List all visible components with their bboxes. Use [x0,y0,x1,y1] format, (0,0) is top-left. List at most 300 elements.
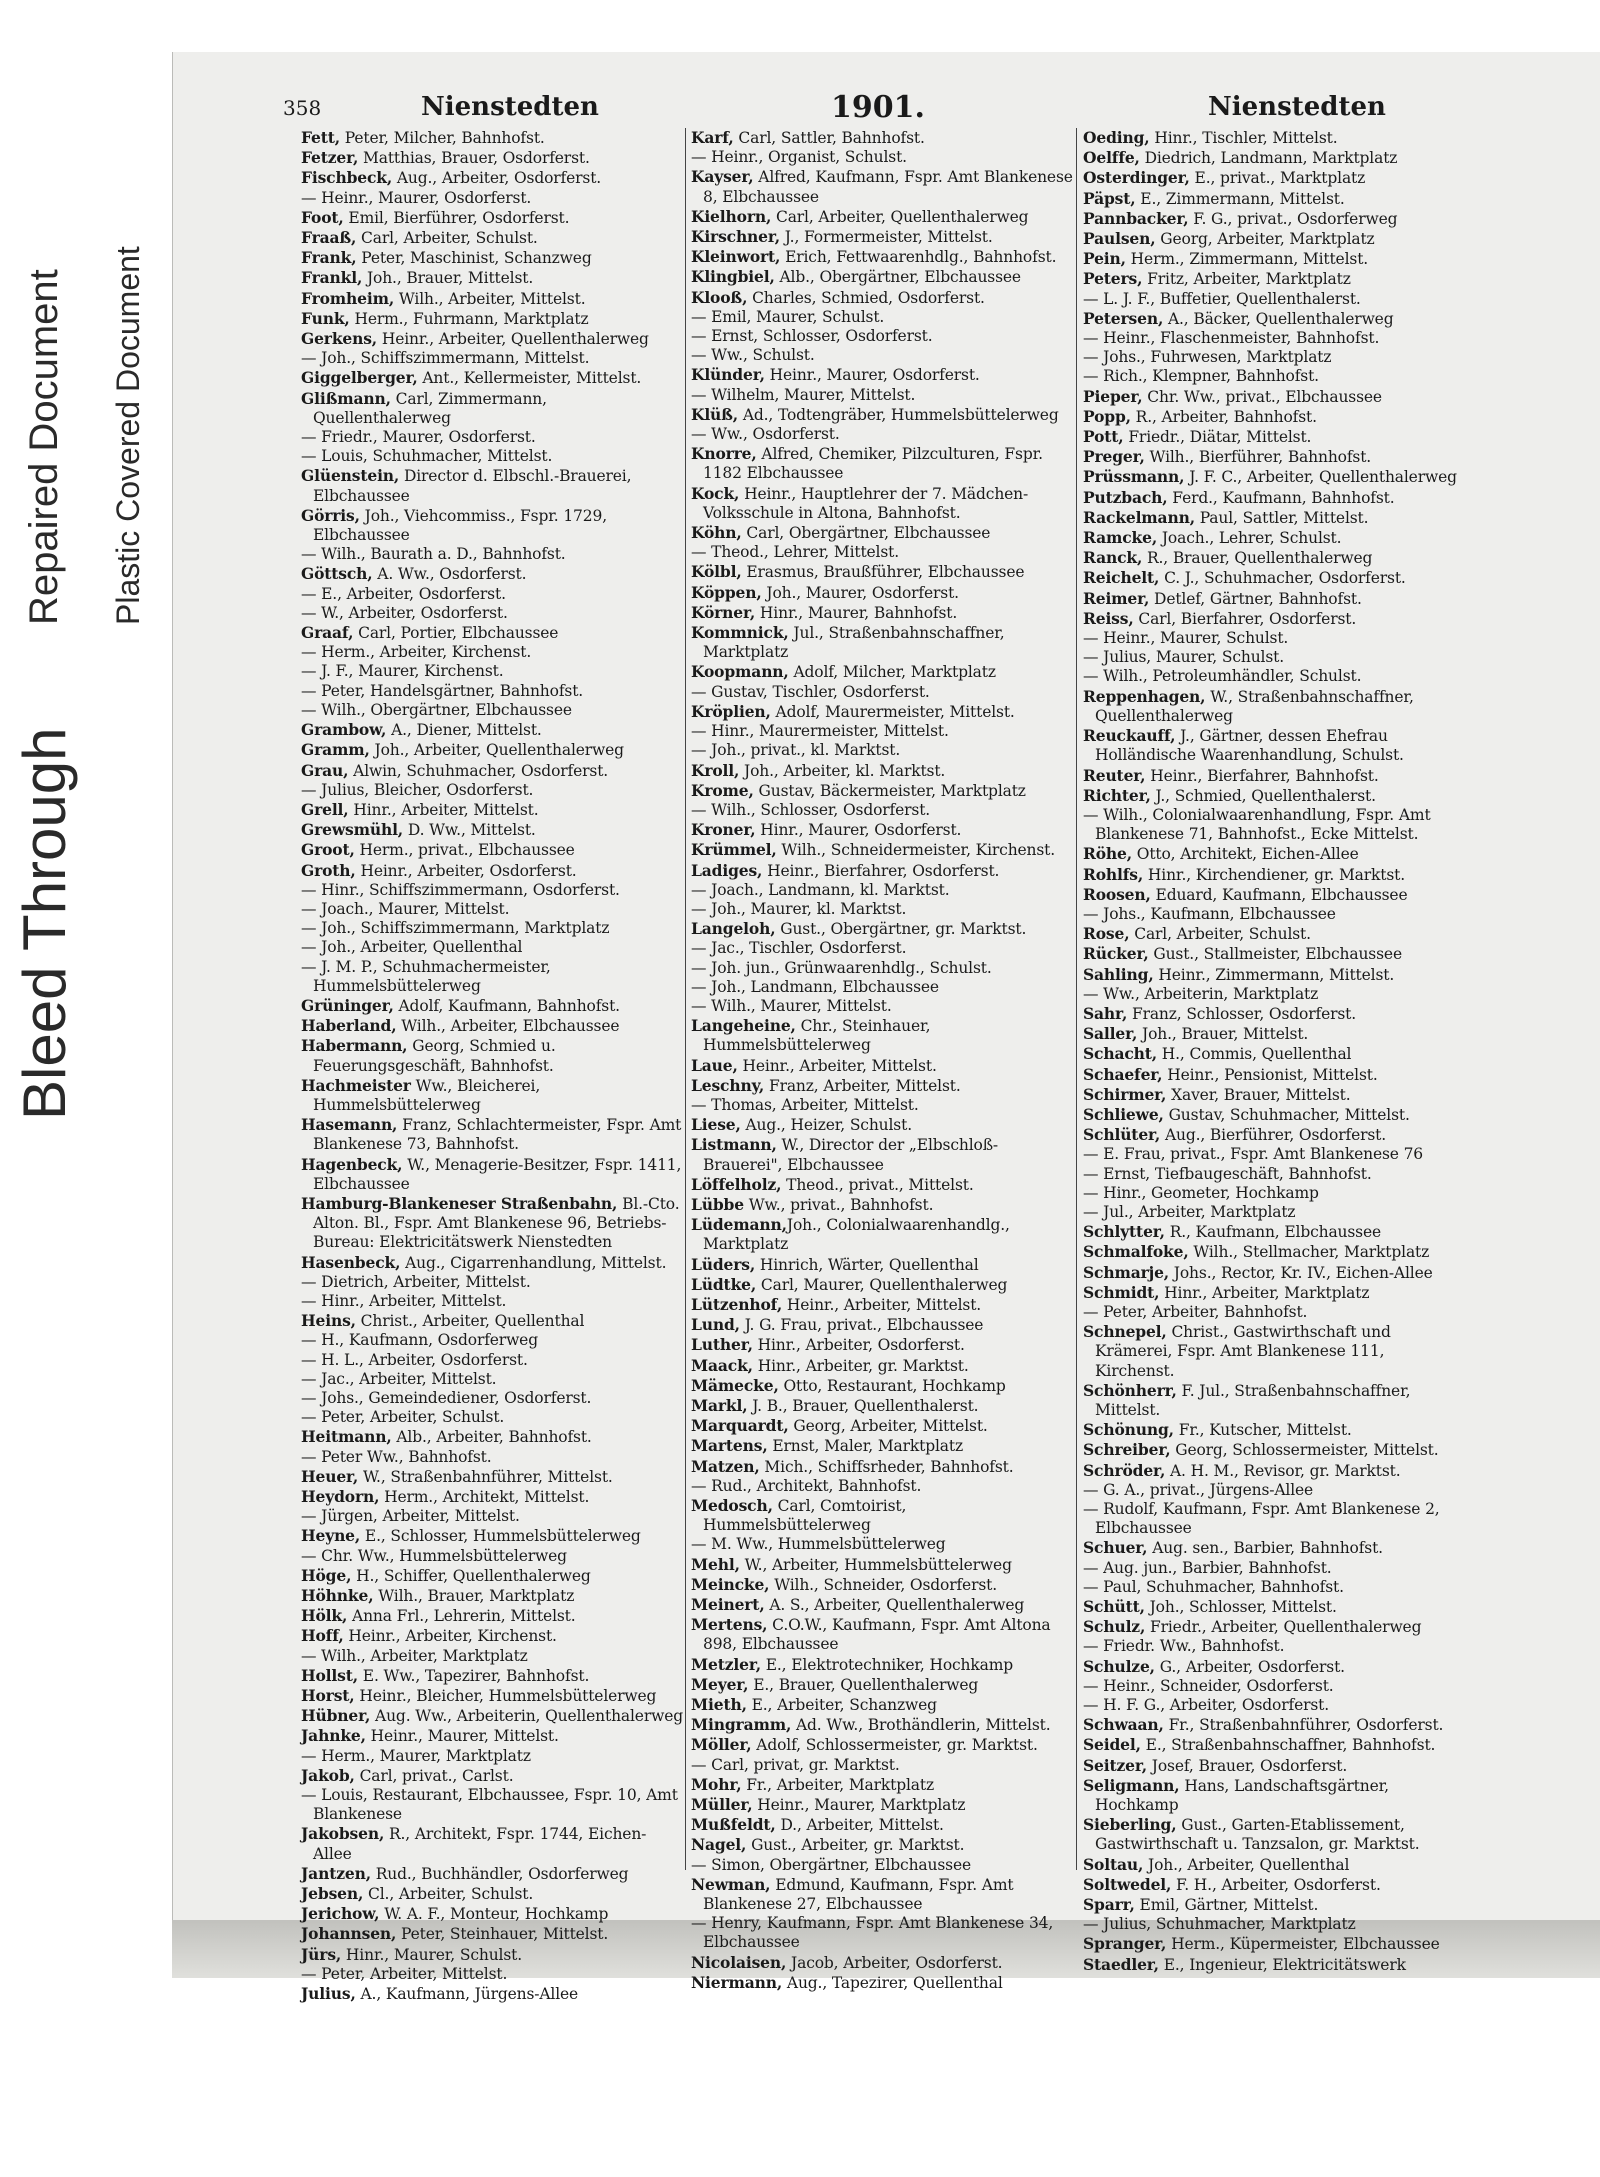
entry-surname: Grewsmühl, [301,820,404,840]
entry-details: — Johs., Fuhrwesen, Marktplatz [1083,348,1332,367]
entry-details: W., Straßenbahnschaffner, Quellenthalerweg [1095,687,1414,725]
directory-entry [691,1396,1073,1416]
entry-details: — Louis, Schuhmacher, Mittelst. [301,447,553,466]
directory-entry [691,722,1073,741]
directory-entry [691,900,1073,919]
directory-entry [691,227,1073,247]
directory-entry [1083,367,1465,386]
entry-surname: Habermann, [301,1036,408,1056]
directory-entry [691,861,1073,881]
directory-entry [691,1875,1073,1914]
directory-entry [301,248,683,268]
entry-surname: Marquardt, [691,1416,789,1436]
directory-entry [301,428,683,447]
entry-details: Ad., Todtengräber, Hummelsbüttelerweg [738,405,1059,424]
entry-details: — Wilh., Schlosser, Osdorferst. [691,800,931,819]
entry-surname: Schaefer, [1083,1064,1163,1084]
entry-details: J., Formermeister, Mittelst. [780,228,993,247]
entry-details: E., Schlosser, Hummelsbüttelerweg [360,1527,641,1546]
entry-details: Eduard, Kaufmann, Elbchaussee [1150,885,1408,904]
directory-entry [301,1904,683,1924]
entry-details: — Joh., Arbeiter, Quellenthal [301,938,523,957]
entry-surname: Roosen, [1083,884,1151,904]
directory-entry [691,128,1073,148]
directory-entry [691,1255,1073,1275]
entry-surname: Frankl, [301,268,363,288]
directory-entry [301,1824,683,1863]
entry-details: Aug. Ww., Arbeiterin, Quellenthalerweg [370,1707,683,1726]
entry-details: Friedr., Diätar, Mittelst. [1123,428,1312,447]
directory-entry [301,1945,683,1965]
entry-surname: Glüenstein, [301,466,400,486]
directory-entry [691,1016,1073,1055]
entry-details: — Theod., Lehrer, Mittelst. [691,543,900,562]
directory-entry [691,1457,1073,1477]
entry-surname: Seidel, [1083,1735,1141,1755]
directory-entry [301,1984,683,2004]
entry-surname: Grambow, [301,720,387,740]
directory-entry [1083,1657,1465,1677]
entry-surname: Reiss, [1083,608,1134,628]
entry-surname: Hamburg-Blankeneser Straßenbahn, [301,1193,618,1213]
directory-entry [1083,427,1465,447]
entry-details: — Heinr., Schneider, Osdorferst. [1083,1676,1334,1695]
entry-details: Hans, Landschaftsgärtner, Hochkamp [1095,1776,1389,1815]
entry-details: J., Gärtner, dessen Ehefrau Holländische Waarenhandlung, Schulst. [1095,727,1404,765]
directory-entry [691,1376,1073,1396]
directory-entry [301,1076,683,1115]
entry-details: — Wilh., Obergärtner, Elbchaussee [301,700,572,719]
directory-entry [1083,1461,1465,1481]
entry-surname: Schmarje, [1083,1262,1170,1282]
directory-entry [301,1606,683,1626]
entry-details: Erich, Fettwaarenhdlg., Bahnhofst. [780,248,1057,267]
entry-surname: Giggelberger, [301,368,418,388]
directory-entry [691,327,1073,346]
entry-surname: Sparr, [1083,1895,1135,1915]
entry-details: — Heinr., Maurer, Osdorferst. [301,188,532,207]
entry-surname: Kock, [691,483,740,503]
directory-entry [1083,1105,1465,1125]
directory-entry [301,1526,683,1546]
directory-entry [1083,209,1465,229]
entry-surname: Rohlfs, [1083,864,1144,884]
entry-surname: Langeloh, [691,919,776,939]
entry-surname: Köhn, [691,523,742,543]
entry-details: Carl, Zimmermann, Quellenthalerweg [313,389,547,427]
entry-details: Alb., Arbeiter, Bahnhofst. [391,1428,592,1447]
entry-details: Joh., Arbeiter, kl. Marktst. [739,761,946,780]
entry-surname: Reichelt, [1083,568,1160,588]
entry-surname: Oeding, [1083,128,1150,147]
directory-entry [301,368,683,388]
entry-surname: Foot, [301,207,344,227]
entry-details: Carl, Sattler, Bahnhofst. [733,129,925,147]
directory-entry [691,1275,1073,1295]
entry-details: Wilh., Bierführer, Bahnhofst. [1144,448,1372,467]
entry-surname: Frank, [301,248,357,268]
entry-details: — J. F., Maurer, Kirchenst. [301,662,504,681]
directory-entry [1083,1125,1465,1145]
plastic-covered-label: Plastic Covered Document [110,246,146,625]
directory-entry [301,623,683,643]
bleed-through-label: Bleed Through [11,727,78,1120]
entry-surname: Langeheine, [691,1016,796,1036]
directory-entry [1083,229,1465,249]
entry-details: Georg, Schlossermeister, Mittelst. [1170,1441,1439,1460]
entry-details: Georg, Arbeiter, Mittelst. [788,1417,988,1436]
entry-surname: Hagenbeck, [301,1154,403,1174]
entry-details: Anna Frl., Lehrerin, Mittelst. [347,1607,576,1626]
entry-details: Ernst, Maler, Marktplatz [767,1437,963,1456]
directory-entry [301,662,683,681]
entry-details: — Emil, Maurer, Schulst. [691,307,885,326]
entry-surname: Nicolaisen, [691,1952,787,1972]
entry-details: Aug., Arbeiter, Osdorferst. [392,169,602,188]
directory-entry [691,1735,1073,1755]
entry-surname: Osterdinger, [1083,168,1190,188]
entry-surname: Grell, [301,799,349,819]
entry-details: Heinr., Pensionist, Mittelst. [1162,1065,1378,1084]
entry-surname: Meyer, [691,1674,749,1694]
entry-details: Mich., Schiffsrheder, Bahnhofst. [759,1457,1014,1476]
entry-details: E., Zimmermann, Mittelst. [1135,189,1345,208]
directory-entry [691,1335,1073,1355]
entry-details: J. G. Frau, privat., Elbchaussee [739,1316,984,1335]
entry-details: Georg, Arbeiter, Marktplatz [1155,230,1375,249]
entry-details: Wilh., Arbeiter, Elbchaussee [396,1017,620,1036]
directory-entry [1083,1617,1465,1637]
directory-entry [1083,1637,1465,1656]
entry-details: Johs., Rector, Kr. IV., Eichen-Allee [1169,1263,1433,1282]
entry-surname: Pieper, [1083,386,1143,406]
entry-surname: Soltau, [1083,1854,1144,1874]
directory-entry [301,1292,683,1311]
entry-surname: Schönung, [1083,1420,1174,1440]
entry-surname: Johannsen, [301,1924,397,1944]
directory-entry [1083,1756,1465,1776]
entry-details: E., Arbeiter, Schanzweg [746,1696,937,1715]
entry-details: Heinr., Arbeiter, Mittelst. [782,1295,982,1314]
entry-details: A. H. M., Revisor, gr. Marktst. [1165,1461,1401,1480]
entry-details: W., Director der „Elbschloß-Brauerei", Elbchaussee [703,1136,998,1174]
directory-entry [691,288,1073,308]
entry-details: A., Kaufmann, Jürgens-Allee [355,1985,579,2004]
directory-entry [301,720,683,740]
directory-entry [301,289,683,309]
directory-entry [691,801,1073,820]
directory-entry [301,958,683,996]
directory-entry [1083,1696,1465,1715]
entry-details: — Louis, Restaurant, Elbchaussee, Fspr. 10, Amt Blankenese [301,1786,678,1824]
entry-details: Carl, Arbeiter, Schulst. [1129,925,1311,944]
directory-entry [301,1766,683,1786]
entry-surname: Knorre, [691,444,757,464]
directory-entry [691,148,1073,167]
entry-details: A. S., Arbeiter, Quellenthalerweg [764,1596,1025,1615]
entry-surname: Saller, [1083,1024,1138,1044]
entry-details: Joh., Arbeiter, Quellenthal [1143,1855,1350,1874]
entry-details: Carl, Bierfahrer, Osdorferst. [1133,609,1357,628]
entry-surname: Schlüter, [1083,1125,1161,1145]
entry-details: C.O.W., Kaufmann, Fspr. Amt Altona 898, Elbchaussee [703,1616,1051,1654]
directory-entry [691,1775,1073,1795]
directory-entry [301,1155,683,1194]
entry-details: J., Schmied, Quellenthalerst. [1150,786,1376,805]
directory-entry [691,1436,1073,1456]
entry-details: — Wilh., Colonialwaarenhandlung, Fspr. Amt Blankenese 71, Bahnhofst., Ecke Mittelst. [1083,805,1431,844]
entry-details: Alfred, Chemiker, Pilzculturen, Fspr. 1182 Elbchaussee [703,445,1043,483]
entry-surname: Jantzen, [301,1863,371,1883]
entry-details: — Joach., Landmann, kl. Marktst. [691,880,950,899]
entry-surname: Mingramm, [691,1715,792,1735]
directory-entry [1083,447,1465,467]
entry-details: Hinr., Maurer, Schulst. [341,1945,522,1964]
entry-details: Joh., Maurer, Osdorferst. [761,583,959,602]
directory-entry [691,939,1073,958]
entry-details: Alb., Obergärtner, Elbchaussee [774,268,1021,287]
entry-surname: Schliewe, [1083,1104,1164,1124]
directory-entry [1083,1263,1465,1283]
directory-entry [1083,1381,1465,1420]
entry-details: Ww., privat., Bahnhofst. [743,1195,934,1214]
directory-entry [691,1356,1073,1376]
directory-entry [1083,1283,1465,1303]
entry-details: Emil, Gärtner, Mittelst. [1134,1896,1319,1915]
entry-details: Charles, Schmied, Osdorferst. [747,288,985,307]
entry-surname: Schuer, [1083,1538,1148,1558]
entry-details: — L. J. F., Buffetier, Quellenthalerst. [1083,289,1361,308]
entry-details: Director d. Elbschl.-Brauerei, Elbchaussee [313,467,632,505]
page-header [173,88,1553,125]
entry-surname: Schönherr, [1083,1380,1177,1400]
entry-surname: Rackelmann, [1083,507,1195,527]
entry-details: Hinr., Arbeiter, Marktplatz [1159,1283,1370,1302]
entry-details: Alwin, Schuhmacher, Osdorferst. [348,761,609,780]
directory-entry [301,919,683,938]
directory-entry [301,128,683,148]
directory-entry [301,1467,683,1487]
entry-details: — Joh., privat., kl. Marktst. [691,741,901,760]
entry-details: Franz, Schlachtermeister, Fspr. Amt Blankenese 73, Bahnhofst. [313,1116,682,1154]
entry-details: — Peter, Arbeiter, Schulst. [301,1408,505,1427]
entry-surname: Hasemann, [301,1115,398,1135]
directory-entry [301,349,683,368]
directory-column-1 [301,128,683,2004]
directory-entry [301,1507,683,1526]
directory-entry [301,168,683,188]
entry-details: — Ernst, Tiefbaugeschäft, Bahnhofst. [1083,1164,1372,1183]
entry-surname: Koopmann, [691,662,789,682]
entry-details: Detlef, Gärtner, Bahnhofst. [1149,589,1362,608]
entry-details: Wilh., Schneidermeister, Kirchenst. [776,841,1056,860]
entry-details: Matthias, Brauer, Osdorferst. [358,149,590,168]
directory-entry [301,1884,683,1904]
directory-entry [1083,407,1465,427]
entry-surname: Mieth, [691,1695,747,1715]
entry-details: Joach., Lehrer, Schulst. [1157,529,1342,548]
entry-surname: Klüß, [691,404,739,424]
entry-details: F. H., Arbeiter, Osdorferst. [1171,1875,1381,1894]
directory-entry [1083,528,1465,548]
entry-details: Aug., Tapezirer, Quellenthal [782,1973,1003,1992]
directory-entry [691,1715,1073,1735]
entry-surname: Meincke, [691,1574,770,1594]
directory-entry [301,781,683,800]
entry-details: W., Straßenbahnführer, Mittelst. [358,1467,613,1486]
entry-details: — H., Kaufmann, Osdorferweg [301,1331,538,1350]
entry-details: — Peter, Handelsgärtner, Bahnhofst. [301,681,584,700]
entry-surname: Kielhorn, [691,206,772,226]
entry-details: — E. Frau, privat., Fspr. Amt Blankenese 76 [1083,1145,1423,1164]
entry-details: Aug. sen., Barbier, Bahnhofst. [1147,1539,1383,1558]
entry-details: Gustav, Schuhmacher, Mittelst. [1163,1105,1410,1124]
entry-details: Chr., Steinhauer, Hummelsbüttelerweg [703,1017,931,1055]
entry-surname: Reppenhagen, [1083,686,1206,706]
entry-details: Hinr., Maurer, Bahnhofst. [755,603,958,622]
directory-entry [1083,589,1465,609]
entry-surname: Schröder, [1083,1460,1166,1480]
directory-entry [301,938,683,957]
entry-details: Joh., Colonialwaarenhandlg., Marktplatz [703,1216,1010,1254]
entry-surname: Mämecke, [691,1375,779,1395]
directory-entry [301,1706,683,1726]
entry-details: — Dietrich, Arbeiter, Mittelst. [301,1272,531,1291]
directory-entry [1083,249,1465,269]
entry-surname: Klingbiel, [691,267,775,287]
entry-surname: Peters, [1083,269,1143,289]
entry-details: Herm., Fuhrmann, Marktplatz [349,309,589,328]
directory-entry [1083,1875,1465,1895]
directory-entry [691,683,1073,702]
entry-details: Georg, Schmied u. Feuerungsgeschäft, Bahnhofst. [313,1037,556,1075]
entry-details: F. G., privat., Osdorferweg [1188,209,1398,228]
entry-details: — Paul, Schuhmacher, Bahnhofst. [1083,1577,1344,1596]
directory-entry [301,1747,683,1766]
entry-details: Heinr., Bierfahrer, Osdorferst. [762,861,1000,880]
entry-details: Fr., Arbeiter, Marktplatz [741,1775,934,1794]
entry-surname: Ramcke, [1083,528,1158,548]
page-year: 1901. [831,90,925,125]
entry-details: — Jürgen, Arbeiter, Mittelst. [301,1507,520,1526]
entry-details: Christ., Gastwirthschaft und Krämerei, Fspr. Amt Blankenese 111, Kirchenst. [1095,1323,1391,1380]
directory-entry [1083,766,1465,786]
entry-surname: Jakob, [301,1765,355,1785]
entry-surname: Mehl, [691,1554,740,1574]
directory-entry [1083,1677,1465,1696]
entry-surname: Ranck, [1083,548,1143,568]
entry-details: Herm., privat., Elbchaussee [354,841,575,860]
directory-entry [1083,1024,1465,1044]
entry-details: Franz, Arbeiter, Mittelst. [764,1076,961,1095]
entry-surname: Groth, [301,860,356,880]
entry-details: Adolf, Maurermeister, Mittelst. [770,702,1015,721]
entry-surname: Kirschner, [691,227,781,247]
directory-entry [1083,1597,1465,1617]
entry-details: — Simon, Obergärtner, Elbchaussee [691,1855,971,1874]
directory-entry [691,1835,1073,1855]
entry-details: Heinr., Maurer, Osdorferst. [764,366,980,385]
entry-surname: Höhnke, [301,1586,374,1606]
directory-entry [691,1795,1073,1815]
entry-details: Christ., Arbeiter, Quellenthal [355,1312,585,1331]
entry-details: Franz, Schlosser, Osdorferst. [1127,1004,1357,1023]
directory-entry [301,1686,683,1706]
entry-details: Peter, Steinhauer, Mittelst. [396,1925,609,1944]
entry-surname: Müller, [691,1795,753,1815]
entry-details: — W., Arbeiter, Osdorferst. [301,603,508,622]
entry-surname: Richter, [1083,785,1151,805]
directory-entry [691,346,1073,365]
directory-entry [301,545,683,564]
entry-surname: Listmann, [691,1135,777,1155]
directory-entry [1083,329,1465,348]
directory-entry [691,425,1073,444]
entry-surname: Grau, [301,760,349,780]
entry-details: Edmund, Kaufmann, Fspr. Amt Blankenese 27, Elbchaussee [703,1875,1014,1914]
entry-details: — Carl, privat, gr. Marktst. [691,1755,900,1774]
entry-surname: Ladiges, [691,860,763,880]
entry-surname: Mohr, [691,1774,742,1794]
directory-entry [301,564,683,584]
entry-details: E., Straßenbahnschaffner, Bahnhofst. [1140,1736,1436,1755]
directory-entry [1083,648,1465,667]
entry-details: — Hinr., Maurermeister, Mittelst. [691,722,949,741]
entry-surname: Schacht, [1083,1044,1158,1064]
directory-entry [691,1756,1073,1775]
column-divider [685,128,686,1870]
directory-entry [301,1389,683,1408]
directory-entry [691,365,1073,385]
directory-entry [691,702,1073,722]
directory-entry [1083,1915,1465,1934]
entry-details: Friedr., Arbeiter, Quellenthalerweg [1145,1618,1422,1637]
entry-details: — Heinr., Flaschenmeister, Bahnhofst. [1083,329,1380,348]
entry-surname: Seligmann, [1083,1775,1180,1795]
entry-details: W. A. F., Monteur, Hochkamp [379,1905,609,1924]
entry-details: — Ww., Osdorferst. [691,425,840,444]
directory-entry [1083,885,1465,905]
entry-surname: Markl, [691,1396,748,1415]
entry-surname: Sieberling, [1083,1815,1177,1835]
directory-entry [691,308,1073,327]
entry-details: Heinr., Bierfahrer, Bahnhofst. [1145,766,1379,785]
entry-details: R., Brauer, Quellenthalerweg [1142,549,1373,568]
entry-surname: Oelffe, [1083,148,1140,168]
entry-surname: Grüninger, [301,995,394,1015]
entry-details: W., Arbeiter, Hummelsbüttelerweg [739,1555,1012,1574]
directory-entry [301,1547,683,1566]
entry-surname: Lüdemann, [691,1215,787,1235]
entry-surname: Rücker, [1083,944,1149,964]
directory-entry [301,1253,683,1273]
entry-surname: Jakobsen, [301,1824,385,1844]
entry-details: Gust., Garten-Etablissement, Gastwirthschaft u. Tanzsalon, gr. Marktst. [1095,1816,1420,1854]
directory-entry [301,389,683,428]
entry-surname: Paulsen, [1083,229,1156,249]
directory-entry [691,820,1073,840]
directory-entry [1083,1955,1465,1975]
directory-entry [691,583,1073,603]
entry-details: — Heinr., Maurer, Schulst. [1083,629,1289,648]
entry-details: — Joh., Schiffszimmermann, Mittelst. [301,349,590,368]
directory-entry [1083,1222,1465,1242]
directory-entry [1083,1065,1465,1085]
directory-entry [691,1115,1073,1135]
entry-details: Carl, Maurer, Quellenthalerweg [756,1275,1008,1294]
entry-details: — Jac., Arbeiter, Mittelst. [301,1369,497,1388]
entry-details: Heinr., Maurer, Mittelst. [365,1727,559,1746]
